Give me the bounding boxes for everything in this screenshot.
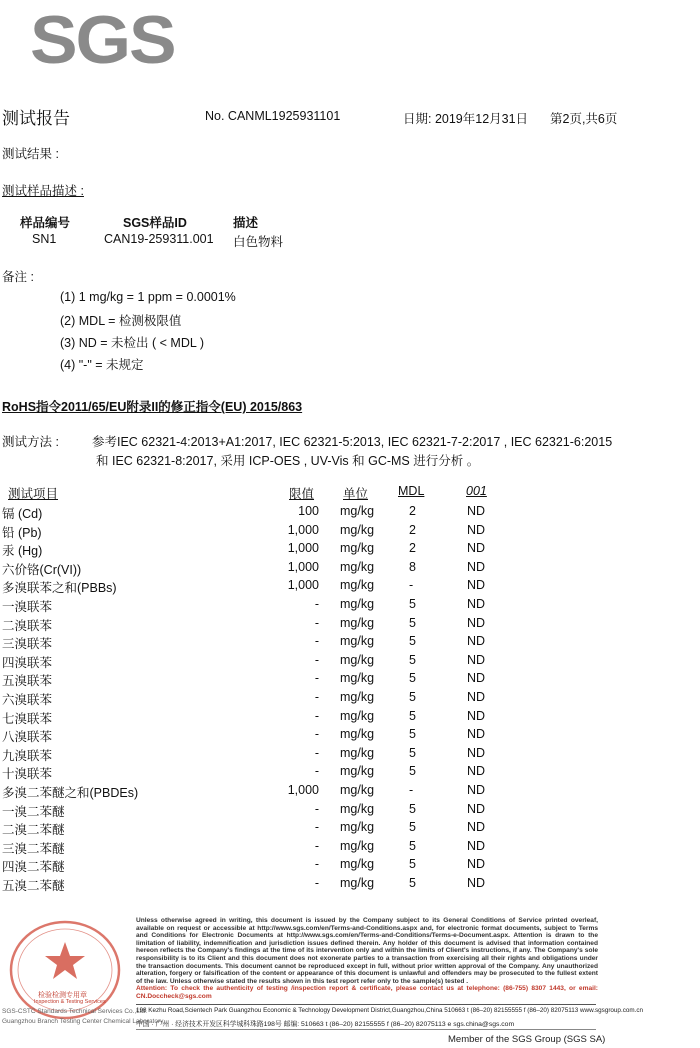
cell-test-item: 一溴二苯醚	[2, 804, 65, 819]
table-row	[0, 671, 700, 690]
member-of-sgs-group: Member of the SGS Group (SGS SA)	[448, 1034, 606, 1045]
cell-test-item: 十溴联苯	[2, 767, 53, 782]
cell-test-item: 一溴联苯	[2, 600, 53, 614]
cell-test-item: 七溴联苯	[2, 711, 53, 726]
header-mdl: MDL	[398, 484, 425, 498]
seal-text: 检验检测专用章	[38, 992, 87, 999]
cell-result: ND	[467, 764, 486, 779]
cell-test-item: 五溴联苯	[2, 674, 53, 689]
cell-limit: -	[314, 801, 319, 816]
cell-mdl: 5	[409, 838, 416, 853]
sample-desc: 白色物料	[233, 235, 284, 249]
method-line-2: 和 IEC 62321-8:2017, 采用 ICP-OES , UV-Vis 和 GC-MS 进行分析 。	[96, 454, 480, 468]
note-item: (4) "-" = 未规定	[60, 358, 144, 372]
page-indicator: 第2页,共6页	[550, 112, 618, 126]
note-item: (3) ND = 未检出 ( < MDL )	[60, 336, 204, 350]
cell-test-item: 二溴二苯醚	[2, 823, 65, 838]
table-row	[0, 820, 700, 839]
cell-limit: 1,000	[287, 522, 319, 537]
cell-unit: mg/kg	[340, 652, 375, 667]
cell-mdl: 5	[409, 597, 416, 611]
cell-unit: mg/kg	[340, 727, 375, 742]
cell-unit: mg/kg	[340, 801, 375, 816]
table-row	[0, 746, 700, 765]
note-item: (1) 1 mg/kg = 1 ppm = 0.0001%	[60, 290, 236, 304]
cell-test-item: 铅 (Pb)	[2, 525, 42, 540]
cell-unit: mg/kg	[340, 820, 375, 835]
footer-divider-bottom	[136, 1029, 596, 1030]
table-row	[0, 523, 700, 542]
cell-unit: mg/kg	[340, 634, 375, 649]
cell-limit: -	[314, 708, 319, 723]
table-row	[0, 597, 700, 616]
cell-limit: -	[314, 615, 319, 630]
cell-test-item: 多溴联苯之和(PBBs)	[2, 581, 117, 596]
cell-limit: 1,000	[287, 783, 319, 797]
sample-header-id: SGS样品ID	[123, 216, 187, 230]
cell-unit: mg/kg	[340, 838, 375, 853]
cell-mdl: -	[409, 783, 414, 797]
cell-test-item: 三溴二苯醚	[2, 841, 65, 856]
cell-mdl: 5	[409, 820, 416, 835]
cell-unit: mg/kg	[340, 541, 375, 556]
cell-limit: -	[314, 876, 319, 890]
cell-test-item: 八溴联苯	[2, 730, 53, 745]
seal-subtext: Inspection & Testing Services	[34, 999, 106, 1005]
sample-no: SN1	[32, 232, 57, 246]
cell-limit: -	[314, 820, 319, 835]
cell-test-item: 六溴联苯	[2, 693, 53, 707]
cell-unit: mg/kg	[340, 690, 375, 704]
table-row	[0, 653, 700, 672]
cell-mdl: 5	[409, 801, 416, 816]
branch-lab: Guangzhou Branch Testing Center Chemical Laboratory	[2, 1018, 164, 1025]
cell-mdl: 5	[409, 690, 416, 704]
table-row	[0, 727, 700, 746]
cell-limit: -	[314, 857, 319, 872]
table-row	[0, 839, 700, 858]
cell-test-item: 二溴联苯	[2, 618, 53, 633]
cell-result: ND	[467, 708, 486, 723]
cell-mdl: 5	[409, 727, 416, 742]
cell-result: ND	[467, 690, 486, 704]
cell-mdl: 5	[409, 857, 416, 872]
cell-result: ND	[467, 522, 486, 537]
footer-attention: Attention: To check the authenticity of testing /inspection report & certificate, please contact us at telephone: (86-755) 8307 1443, or email: CN.Doccheck@sgs.com	[136, 985, 598, 1000]
seal-stamp-icon	[6, 918, 124, 1022]
sgs-logo: SGS	[30, 2, 175, 78]
table-row	[0, 690, 700, 709]
cell-result: ND	[467, 838, 486, 853]
cell-result: ND	[467, 857, 486, 872]
table-row	[0, 560, 700, 579]
results-header-row	[0, 484, 700, 503]
table-row	[0, 634, 700, 653]
cell-mdl: 5	[409, 652, 416, 667]
header-unit: 单位	[343, 487, 369, 501]
cell-test-item: 五溴二苯醚	[2, 879, 65, 893]
method-line-1: 参考IEC 62321-4:2013+A1:2017, IEC 62321-5:2013, IEC 62321-7-2:2017 , IEC 62321-6:2015	[92, 435, 613, 449]
cell-unit: mg/kg	[340, 559, 375, 574]
cell-unit: mg/kg	[340, 504, 375, 518]
cell-result: ND	[467, 578, 486, 593]
header-test-item: 测试项目	[8, 487, 59, 501]
header-sample-001: 001	[466, 484, 487, 498]
cell-mdl: 2	[409, 522, 416, 537]
cell-limit: -	[314, 745, 319, 760]
cell-result: ND	[467, 671, 486, 686]
sample-header-no: 样品编号	[20, 216, 71, 230]
cell-result: ND	[467, 634, 486, 649]
cell-mdl: 5	[409, 708, 416, 723]
cell-mdl: 5	[409, 634, 416, 649]
cell-test-item: 四溴联苯	[2, 655, 53, 670]
cell-test-item: 镉 (Cd)	[2, 507, 43, 521]
table-row	[0, 857, 700, 876]
table-row	[0, 504, 700, 523]
cell-test-item: 三溴联苯	[2, 637, 53, 652]
cell-result: ND	[467, 727, 486, 742]
report-title: 测试报告	[2, 109, 70, 129]
cell-limit: -	[314, 652, 319, 667]
cell-mdl: 5	[409, 671, 416, 686]
cell-unit: mg/kg	[340, 708, 375, 723]
table-row	[0, 578, 700, 597]
cell-result: ND	[467, 876, 486, 890]
cell-limit: -	[314, 597, 319, 611]
cell-unit: mg/kg	[340, 745, 375, 760]
cell-test-item: 多溴二苯醚之和(PBDEs)	[2, 786, 139, 800]
cell-unit: mg/kg	[340, 578, 375, 593]
method-label: 测试方法 :	[2, 435, 59, 449]
cell-result: ND	[467, 597, 486, 611]
cell-mdl: -	[409, 578, 414, 593]
report-number: No. CANML1925931101	[205, 109, 341, 123]
cell-unit: mg/kg	[340, 783, 375, 797]
cell-test-item: 汞 (Hg)	[2, 544, 43, 559]
table-row	[0, 876, 700, 895]
cell-unit: mg/kg	[340, 764, 375, 779]
cell-mdl: 8	[409, 559, 416, 574]
note-item: (2) MDL = 检测极限值	[60, 314, 182, 328]
cell-mdl: 5	[409, 764, 416, 779]
cell-unit: mg/kg	[340, 522, 375, 537]
cell-result: ND	[467, 783, 486, 797]
cell-mdl: 5	[409, 876, 416, 890]
cell-unit: mg/kg	[340, 671, 375, 686]
cell-result: ND	[467, 615, 486, 630]
cell-result: ND	[467, 745, 486, 760]
cell-unit: mg/kg	[340, 615, 375, 630]
header-limit: 限值	[289, 487, 315, 501]
cell-mdl: 2	[409, 541, 416, 556]
notes-label: 备注 :	[2, 270, 34, 284]
table-row	[0, 709, 700, 728]
cell-limit: -	[314, 727, 319, 742]
cell-limit: -	[314, 671, 319, 686]
cell-result: ND	[467, 801, 486, 816]
cell-unit: mg/kg	[340, 597, 375, 611]
cell-limit: 1,000	[287, 578, 319, 593]
cell-limit: -	[314, 838, 319, 853]
footer-divider	[136, 1004, 596, 1005]
table-row	[0, 541, 700, 560]
cell-result: ND	[467, 652, 486, 667]
sample-id: CAN19-259311.001	[104, 232, 214, 246]
cell-limit: -	[314, 690, 319, 704]
table-row	[0, 616, 700, 635]
rohs-directive-title: RoHS指令2011/65/EU附录II的修正指令(EU) 2015/863	[2, 400, 303, 414]
report-date: 日期: 2019年12月31日	[403, 112, 529, 126]
cell-limit: -	[314, 634, 319, 649]
cell-unit: mg/kg	[340, 876, 375, 890]
cell-limit: 1,000	[287, 559, 319, 574]
test-results-label: 测试结果 :	[2, 147, 59, 161]
cell-result: ND	[467, 820, 486, 835]
cell-mdl: 5	[409, 615, 416, 630]
table-row	[0, 783, 700, 802]
cell-limit: -	[314, 764, 319, 779]
cell-mdl: 2	[409, 504, 416, 518]
cell-result: ND	[467, 559, 486, 574]
sample-description-label: 测试样品描述 :	[2, 184, 84, 198]
branch-name: SGS-CSTC Standards Technical Services Co.,Ltd.	[2, 1008, 148, 1015]
cell-limit: 100	[298, 504, 319, 518]
footer-disclaimer: Unless otherwise agreed in writing, this document is issued by the Company subject to its General Conditions of Service printed overleaf, available on request or accessible at http://www.sgs.com/en/Terms-and-Conditions.aspx and, for electronic format documents, subject to Terms and Conditions for Electronic Documents at http://www.sgs.com/en/Terms-and-Conditions/Terms-e-Document.aspx. Attention is drawn to the limitation of liability, indemnification and jurisdiction issues defined therein. Any holder of this document is advised that information contained hereon reflects the Company's findings at the time of its intervention only and within the limits of Client's instructions, if any. The Company's sole responsibility is to its Client and this document does not exonerate parties to a transaction from exercising all their rights and obligations under the transaction documents. This document cannot be reproduced except in full, without prior written approval of the Company. Any unauthorized alteration, forgery or falsification of the content or appearance of this document is unlawful and offenders may be prosecuted to the fullest extent of the law. Unless otherwise stated the results shown in this test report refer only to the sample(s) tested .	[136, 917, 598, 985]
table-row	[0, 764, 700, 783]
address-english: 198 Kezhu Road,Scientech Park Guangzhou Economic & Technology Development District,Guangzhou,China 510663 t (86–20) 82155555 f (86–20) 82075113 www.sgsgroup.com.cn	[136, 1007, 643, 1014]
cell-result: ND	[467, 541, 486, 556]
cell-mdl: 5	[409, 745, 416, 760]
sample-header-desc: 描述	[233, 216, 259, 230]
cell-test-item: 六价铬(Cr(VI))	[2, 562, 82, 577]
cell-unit: mg/kg	[340, 857, 375, 872]
address-chinese: 中国 · 广州 · 经济技术开发区科学城科珠路198号 邮编: 510663 t (86–20) 82155555 f (86–20) 82075113 e sgs.china@sgs.com	[136, 1021, 515, 1028]
cell-test-item: 四溴二苯醚	[2, 860, 65, 875]
cell-test-item: 九溴联苯	[2, 748, 53, 763]
cell-limit: 1,000	[287, 541, 319, 556]
table-row	[0, 802, 700, 821]
cell-result: ND	[467, 504, 486, 518]
